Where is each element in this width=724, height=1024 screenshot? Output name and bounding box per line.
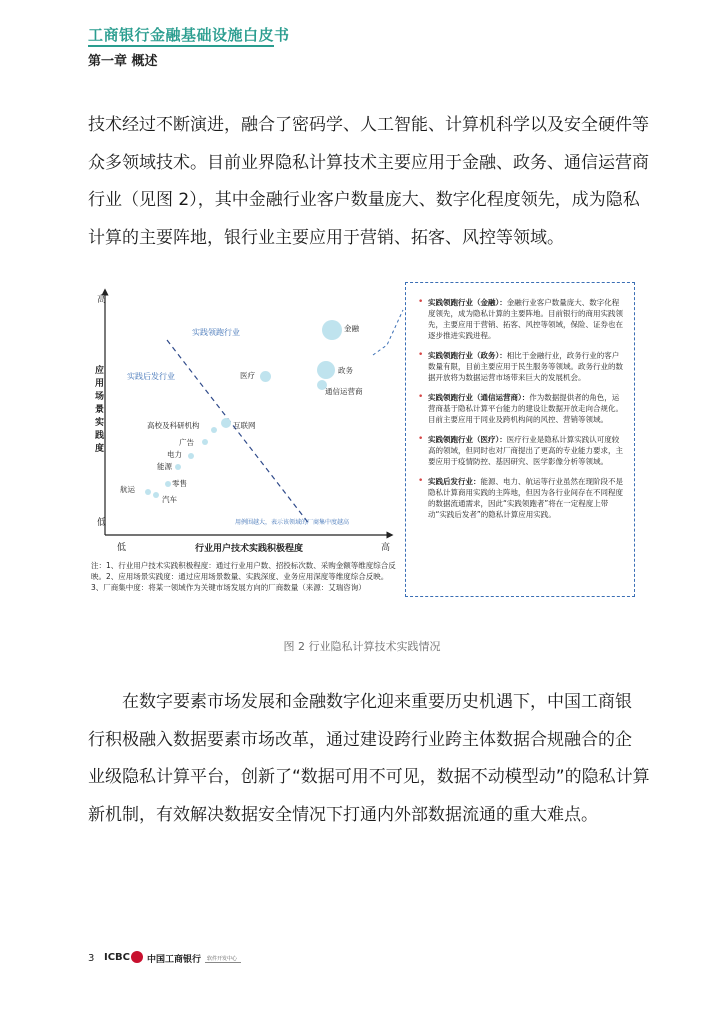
bubble-gov (317, 361, 335, 379)
box-item-body: 作为数据提供者的角色，运营商基于隐私计算平台能力的建设让数据开放走向合规化。目前主要应用于同业及跨机构间的风控、营销等领域。 (428, 393, 623, 424)
box-item-body: 相比于金融行业，政务行业的客户数量有限，目前主要应用于民生服务等领域。政务行业的数据开放将为数据运营市场带来巨大的发展机会。 (428, 351, 623, 382)
paragraph-2 (88, 684, 650, 834)
bubble-internet (221, 418, 231, 428)
y-axis-low-label: 低 (97, 518, 107, 528)
box-item-head: 实践领跑行业（通信运营商）： (428, 393, 530, 402)
bubble-edu (211, 427, 217, 433)
category-label: 金融 (344, 324, 359, 333)
paragraph-line: 新机制，有效解决数据安全情况下打通内外部数据流通的重大难点。 (88, 804, 598, 825)
bubble-energy (175, 464, 181, 470)
figure-note: 注：1、行业用户技术实践积极程度：通过行业用户数、招投标次数、采购金额等维度综合反映。2、应用场景实践度：通过应用场景数量、实践深度、业务应用深度等维度综合反映。3、厂商集中度：将某一领域作为关键市场发展方向的厂商数量（来源：艾瑞咨询） (91, 561, 396, 592)
box-item-head: 实践领跑行业（医疗）： (428, 435, 507, 444)
box-item: • 实践领跑行业（通信运营商）：作为数据提供者的角色，运营商基于隐私计算平台能力的建设让数据开放走向合规化。目前主要应用于同业及跨机构间的风控、营销等领域。 (418, 392, 623, 424)
y-axis-title: 应用场景实践度 (95, 366, 105, 454)
industry-description-box (405, 282, 635, 597)
box-item-head: 实践领跑行业（金融）： (428, 298, 507, 307)
box-item: • 实践领跑行业（金融）：金融行业客户数量庞大、数字化程度领先，成为隐私计算的主要阵地。目前银行的商用实践领先，主要应用于营销、拓客、风控等领域，保险、证券也在逐步推进实践进程。 (418, 297, 623, 340)
category-label: 通信运营商 (325, 387, 363, 396)
category-label: 汽车 (162, 495, 177, 504)
connector-line (373, 310, 403, 355)
figure-caption: 图 2 行业隐私计算技术实践情况 (283, 640, 441, 653)
bubble-medical (260, 371, 271, 382)
category-label: 互联网 (233, 421, 256, 430)
bubble-power (188, 453, 194, 459)
bank-subtitle: 软件开发中心 (207, 956, 238, 962)
region-following-label: 实践后发行业 (127, 372, 175, 381)
document-header-title: 工商银行金融基础设施白皮书 (88, 26, 290, 44)
paragraph-1 (88, 107, 649, 257)
bubble-finance (322, 320, 342, 340)
paragraph-line: 技术经过不断演进，融合了密码学、人工智能、计算机科学以及安全硬件等 (88, 115, 649, 135)
x-axis-title: 行业用户技术实践积极程度 (195, 544, 304, 554)
bank-name: 中国工商银行 (147, 955, 202, 965)
icbc-brand: ICBC (104, 952, 131, 963)
bubble-retail (165, 481, 171, 487)
bubble-ads (202, 439, 208, 445)
category-label: 航运 (120, 485, 135, 494)
category-label: 广告 (179, 438, 194, 447)
box-item: • 实践领跑行业（政务）：相比于金融行业，政务行业的客户数量有限，目前主要应用于民生服务等领域。政务行业的数据开放将为数据运营市场带来巨大的发展机会。 (418, 350, 623, 382)
x-axis-low-label: 低 (117, 543, 127, 553)
paragraph-line: 在数字要素市场发展和金融数字化迎来重要历史机遇下，中国工商银 (122, 692, 632, 712)
box-item-body: 医疗行业是隐私计算实践认可度较高的领域，但同时也对厂商提出了更高的专业能力要求，主要应用于疫情防控、基因研究、医学影像分析等领域。 (428, 435, 623, 466)
bubble-aviation (145, 489, 151, 495)
category-label: 医疗 (240, 371, 255, 380)
icbc-logo-icon (131, 951, 143, 963)
box-item-body: 能源、电力、航运等行业虽然在现阶段不是隐私计算商用实践的主阵地，但因为各行业间存在不同程度的数据流通需求，因此“实践领跑者”将在一定程度上带动“实践后发者”的隐私计算应用实践。 (428, 477, 623, 519)
paragraph-line: 众多领域技术。目前业界隐私计算技术主要应用于金融、政务、通信运营商 (88, 152, 649, 173)
region-leading-label: 实践领跑行业 (192, 328, 240, 337)
bubble-auto (153, 492, 159, 498)
x-axis-high-label: 高 (381, 543, 391, 553)
figure-industry-privacy-computing (85, 270, 640, 620)
paragraph-line: 业级隐私计算平台，创新了“数据可用不可见，数据不动模型动”的隐私计算 (88, 767, 650, 787)
divider-line (167, 340, 310, 525)
y-axis-high-label: 高 (97, 295, 107, 305)
category-label: 高校及科研机构 (147, 421, 200, 430)
diagonal-note: 用例围越大，表示该领域的厂商集中度越高 (235, 519, 350, 526)
paragraph-line: 计算的主要阵地，银行业主要应用于营销、拓客、风控等领域。 (88, 227, 564, 248)
page-number: 3 (88, 953, 95, 964)
box-item: • 实践领跑行业（医疗）：医疗行业是隐私计算实践认可度较高的领域，但同时也对厂商提出了更高的专业能力要求，主要应用于疫情防控、基因研究、医学影像分析等领域。 (418, 434, 623, 466)
category-label: 零售 (172, 479, 187, 488)
box-item-body: 金融行业客户数量庞大、数字化程度领先，成为隐私计算的主要阵地。目前银行的商用实践领先，主要应用于营销、拓客、风控等领域，保险、证券也在逐步推进实践进程。 (428, 298, 623, 340)
box-item-head: 实践领跑行业（政务）： (428, 351, 507, 360)
category-label: 能源 (157, 462, 172, 471)
paragraph-line: 行业（见图 2），其中金融行业客户数量庞大、数字化程度领先，成为隐私 (88, 190, 640, 210)
category-label: 电力 (167, 450, 182, 459)
box-item-head: 实践后发行业： (428, 477, 481, 486)
category-label: 政务 (338, 366, 353, 375)
header-underline (88, 45, 274, 47)
chapter-title: 第一章 概述 (88, 54, 158, 69)
paragraph-line: 行积极融入数据要素市场改革，通过建设跨行业跨主体数据合规融合的企 (88, 729, 632, 750)
box-item: • 实践后发行业：能源、电力、航运等行业虽然在现阶段不是隐私计算商用实践的主阵地，但因为各行业间存在不同程度的数据流通需求，因此“实践领跑者”将在一定程度上带动“实践后发者”的隐私计算应用实践。 (418, 476, 623, 519)
footer-rule (205, 962, 241, 963)
